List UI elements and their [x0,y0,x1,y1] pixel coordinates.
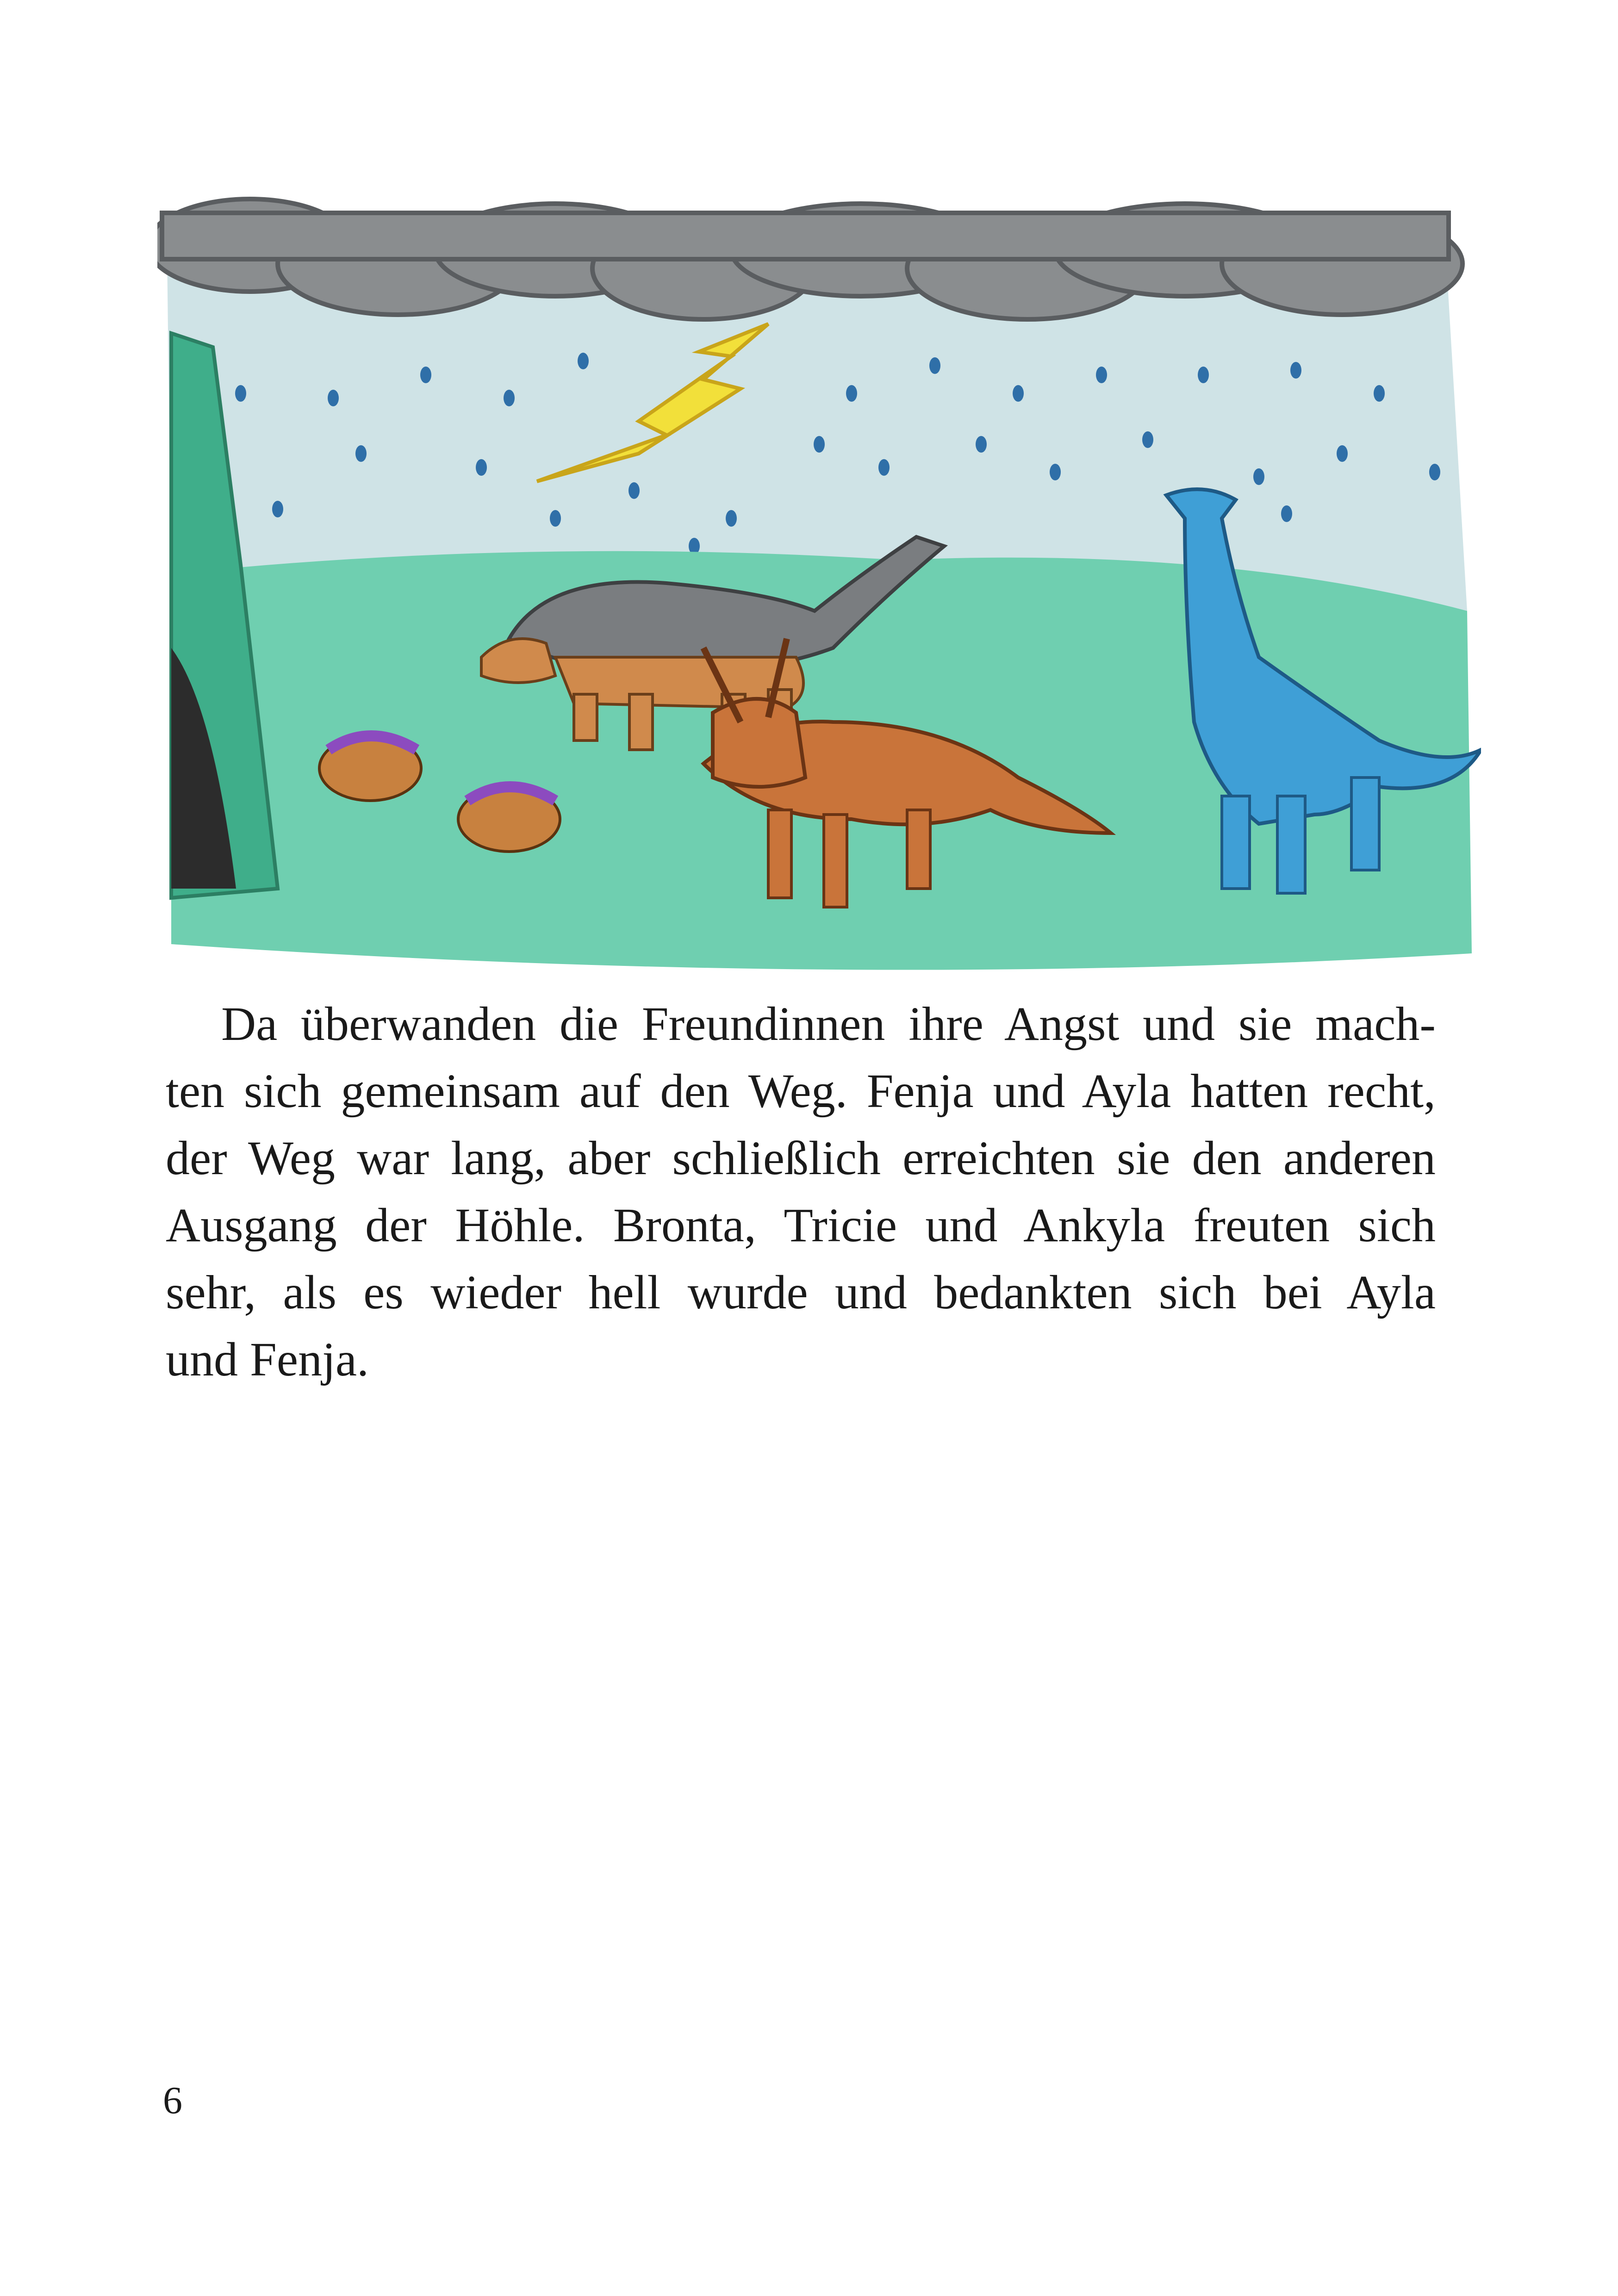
story-illustration [157,194,1481,990]
page-number: 6 [163,2079,182,2122]
story-line: Da überwanden die Freundinnen ihre Angst und sie mach- [221,997,1436,1051]
illustration-drawing [157,194,1481,990]
story-line: sehr, als es wieder hell wurde und bedankten sich bei Ayla [166,1266,1436,1319]
story-line: der Weg war lang, aber schließlich erreichten sie den anderen [166,1132,1436,1185]
story-line: ten sich gemeinsam auf den Weg. Fenja und Ayla hatten recht, [166,1064,1436,1118]
story-paragraph [166,990,1436,1393]
story-line: und Fenja. [166,1333,369,1386]
story-line: Ausgang der Höhle. Bronta, Tricie und Ankyla freuten sich [166,1199,1436,1252]
